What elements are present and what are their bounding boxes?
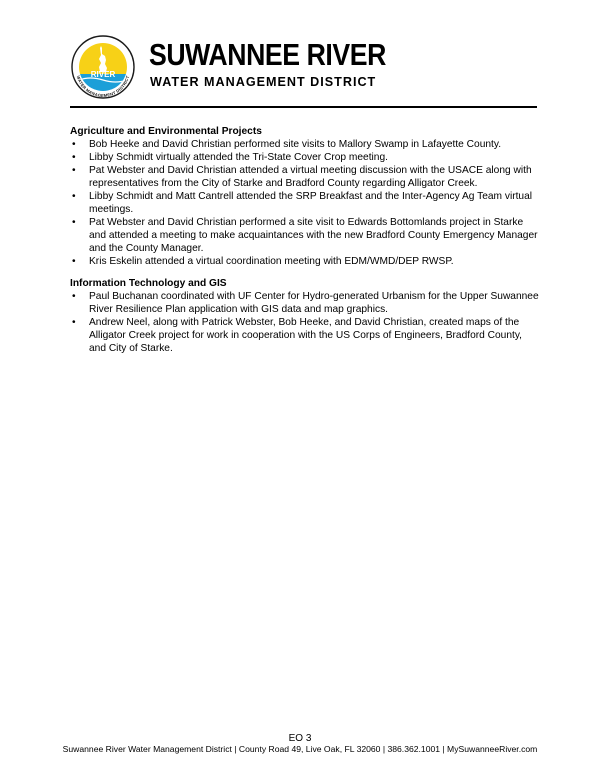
- organization-subtitle: WATER MANAGEMENT DISTRICT: [150, 75, 377, 89]
- bullet-list: [70, 138, 540, 268]
- bullet-list: [70, 290, 540, 355]
- list-item-text: Kris Eskelin attended a virtual coordination meeting with EDM/WMD/DEP RWSP.: [89, 256, 454, 267]
- header-divider: [70, 106, 537, 108]
- bullet-icon: •: [72, 191, 76, 202]
- bullet-icon: •: [72, 256, 76, 267]
- list-item-text: Libby Schmidt and Matt Cantrell attended the SRP Breakfast and the Inter-Agency Ag Team virtual meetings.: [89, 191, 533, 215]
- section-heading: Information Technology and GIS: [70, 278, 227, 289]
- bullet-icon: •: [72, 317, 76, 328]
- bullet-icon: •: [72, 217, 76, 228]
- list-item: [70, 216, 540, 255]
- district-logo: [70, 34, 136, 100]
- list-item-text: Pat Webster and David Christian attended a virtual meeting discussion with the USACE along with representatives from the City of Starke and Bradford County regarding Alligator Creek.: [89, 165, 532, 189]
- section-it-gis: [70, 277, 540, 355]
- list-item-text: Libby Schmidt virtually attended the Tri-State Cover Crop meeting.: [89, 152, 388, 163]
- bullet-icon: •: [72, 165, 76, 176]
- list-item: [70, 316, 540, 355]
- page-number: EO 3: [288, 733, 312, 744]
- list-item: [70, 190, 540, 216]
- list-item: [70, 290, 540, 316]
- list-item: [70, 164, 540, 190]
- section-heading: Agriculture and Environmental Projects: [70, 126, 262, 137]
- organization-name: SUWANNEE RIVER: [149, 37, 386, 72]
- report-body: [70, 125, 540, 364]
- logo-ring-text: WATER MANAGEMENT DISTRICT: [75, 74, 131, 99]
- logo-word: RIVER: [90, 70, 116, 79]
- list-item-text: Bob Heeke and David Christian performed site visits to Mallory Swamp in Lafayette County.: [89, 139, 502, 150]
- bullet-icon: •: [72, 291, 76, 302]
- list-item: [70, 151, 540, 164]
- section-agriculture: [70, 125, 540, 268]
- letterhead: [70, 34, 540, 104]
- bullet-icon: •: [72, 152, 76, 163]
- list-item-text: Pat Webster and David Christian performed a site visit to Edwards Bottomlands project in Starke and attended a meeting to make acquaintances with the new Bradford County Emergency Manager and the County Manager.: [89, 217, 538, 254]
- list-item: [70, 255, 540, 268]
- list-item-text: Paul Buchanan coordinated with UF Center for Hydro-generated Urbanism for the Upper Suwannee River Resilience Plan application with GIS data and map graphics.: [89, 291, 539, 315]
- footer-contact-line: Suwannee River Water Management District | County Road 49, Live Oak, FL 32060 | 386.362.1001 | MySuwanneeRiver.com: [62, 744, 538, 754]
- bullet-icon: •: [72, 139, 76, 150]
- list-item-text: Andrew Neel, along with Patrick Webster, Bob Heeke, and David Christian, created maps of the Alligator Creek project for work in cooperation with the US Corps of Engineers, Bradford County, and City of Starke.: [89, 317, 522, 354]
- list-item: [70, 138, 540, 151]
